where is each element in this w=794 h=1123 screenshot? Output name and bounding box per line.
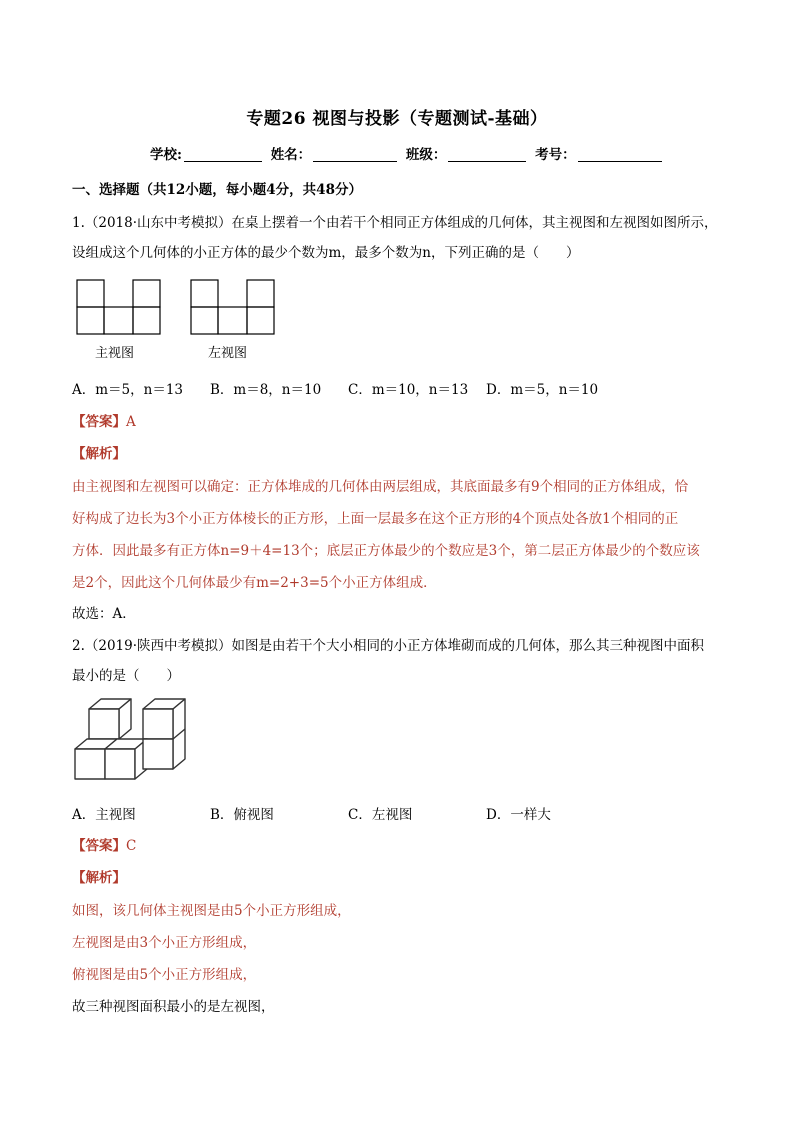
student-info-row xyxy=(150,143,666,163)
q2-option-d: D．一样大 xyxy=(486,807,551,823)
q1-analysis-line1: 由主视图和左视图可以确定：正方体堆成的几何体由两层组成，其底面最多有9个相同的正方体组成，恰 xyxy=(72,479,689,495)
school-label: 学校: xyxy=(150,147,182,163)
name-blank[interactable] xyxy=(313,147,397,162)
class-blank[interactable] xyxy=(448,147,526,162)
id-blank[interactable] xyxy=(578,147,662,162)
id-label: 考号： xyxy=(535,147,576,163)
q1-left-view-figure xyxy=(190,279,276,336)
q1-analysis-label: 【解析】 xyxy=(72,446,126,462)
q1-front-view-figure xyxy=(76,279,162,336)
q2-analysis-label: 【解析】 xyxy=(72,870,126,886)
q1-conclusion: 故选：A． xyxy=(72,606,136,622)
name-label: 姓名： xyxy=(270,147,312,163)
q1-option-b: B．m＝8，n＝10 xyxy=(210,382,322,398)
q2-analysis-line1: 如图，该几何体主视图是由5个小正方形组成， xyxy=(72,903,351,919)
q1-stem-line1: 1.（2018·山东中考模拟）在桌上摆着一个由若干个相同正方体组成的几何体，其主视图和左视图如图所示， xyxy=(72,215,718,231)
q2-analysis-line2: 左视图是由3个小正方形组成， xyxy=(72,935,257,951)
q2-analysis-line4: 故三种视图面积最小的是左视图， xyxy=(72,999,275,1015)
q1-option-a: A．m＝5，n＝13 xyxy=(72,382,184,398)
q1-analysis-line4: 是2个，因此这个几何体最少有m=2+3=5个小正方体组成． xyxy=(72,575,437,591)
q1-stem-line2: 设组成这个几何体的小正方体的最少个数为m，最多个数为n，下列正确的是（ ） xyxy=(72,245,580,261)
q2-answer-value: C xyxy=(126,838,137,854)
q1-left-view-label: 左视图 xyxy=(208,346,248,361)
q1-answer-value: A xyxy=(126,414,136,430)
q1-answer xyxy=(72,410,136,430)
q1-front-view-label: 主视图 xyxy=(95,346,135,361)
q1-analysis-line2: 好构成了边长为3个小正方体棱长的正方形，上面一层最多在这个正方形的4个顶点处各放1个相同的正 xyxy=(72,511,679,527)
q2-answer-label: 【答案】 xyxy=(72,838,126,854)
q2-solid-figure xyxy=(72,696,190,782)
page-title: 专题26 视图与投影（专题测试-基础） xyxy=(246,109,548,129)
q2-stem-line2: 最小的是（ ） xyxy=(72,668,180,684)
school-blank[interactable] xyxy=(184,147,262,162)
class-label: 班级： xyxy=(405,147,447,163)
q2-option-a: A．主视图 xyxy=(72,807,136,823)
section-heading: 一、选择题（共12小题，每小题4分，共48分） xyxy=(72,182,362,198)
q1-analysis-line3: 方体．因此最多有正方体n=9＋4=13个；底层正方体最少的个数应是3个，第二层正方体最少的个数应该 xyxy=(72,543,700,559)
q2-analysis-line3: 俯视图是由5个小正方形组成， xyxy=(72,967,257,983)
q2-answer xyxy=(72,834,136,854)
q2-stem-line1: 2.（2019·陕西中考模拟）如图是由若干个大小相同的小正方体堆砌而成的几何体，那么其三种视图中面积 xyxy=(72,638,705,654)
q1-answer-label: 【答案】 xyxy=(72,414,126,430)
q1-option-c: C．m＝10，n＝13 xyxy=(348,382,469,398)
q1-option-d: D．m＝5，n＝10 xyxy=(486,382,599,398)
q2-option-c: C．左视图 xyxy=(348,807,413,823)
q2-option-b: B．俯视图 xyxy=(210,807,274,823)
